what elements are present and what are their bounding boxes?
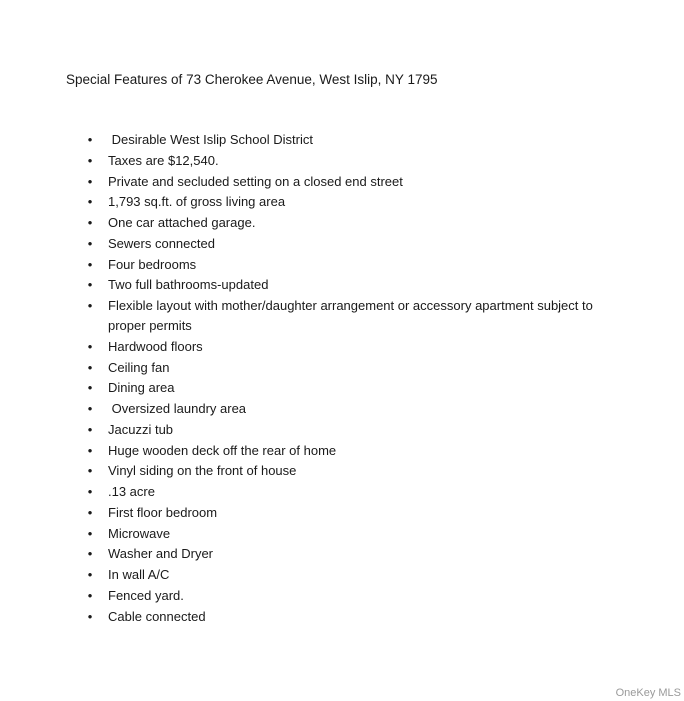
feature-text: Cable connected [108,608,206,624]
bullet-icon: • [87,421,93,437]
feature-text: Two full bathrooms-updated [108,277,269,293]
bullet-icon: • [87,525,93,541]
bullet-icon: • [87,463,93,479]
feature-text: Four bedrooms [108,256,197,272]
document-title: Special Features of 73 Cherokee Avenue, West Islip, NY 1795 [66,72,438,87]
feature-text: 1,793 sq.ft. of gross living area [108,194,286,210]
bullet-icon: • [87,152,93,168]
feature-text: Jacuzzi tub [108,421,174,437]
feature-list-item [0,358,608,378]
feature-list-item [0,192,608,212]
feature-text: Taxes are $12,540. [108,152,219,168]
feature-list-item [0,586,608,606]
bullet-icon: • [87,256,93,272]
feature-list-item [0,565,608,585]
feature-list-item [0,482,608,502]
feature-text: One car attached garage. [108,215,256,230]
bullet-icon: • [87,338,93,354]
feature-text: Flexible layout with mother/daughter arrangement or accessory apartment subject to proper permits [108,298,597,333]
feature-list [0,130,608,627]
feature-list-item [0,524,608,544]
bullet-icon: • [87,484,93,499]
feature-list-item [0,337,608,357]
feature-list-item [0,503,608,523]
feature-list-item [0,130,608,150]
feature-text: Microwave [108,525,171,541]
mls-watermark: OneKey MLS [615,687,681,699]
bullet-icon: • [87,608,93,624]
feature-text: Private and secluded setting on a closed end street [108,173,403,189]
feature-text: Dining area [108,380,175,396]
feature-list-item [0,275,608,295]
bullet-icon: • [87,277,93,293]
bullet-icon: • [87,546,93,562]
bullet-icon: • [87,132,93,147]
feature-text: Fenced yard. [108,587,184,603]
bullet-icon: • [87,215,93,230]
feature-text: Hardwood floors [108,338,203,354]
bullet-icon: • [87,442,93,458]
feature-list-item [0,151,608,171]
bullet-icon: • [87,194,93,210]
bullet-icon: • [87,504,93,520]
feature-list-item [0,378,608,398]
feature-text: In wall A/C [108,567,170,582]
feature-text: Oversized laundry area [108,401,247,416]
feature-list-item [0,234,608,254]
bullet-icon: • [87,298,93,313]
feature-list-item [0,296,608,336]
feature-list-item [0,420,608,440]
feature-list-item [0,544,608,564]
feature-text: First floor bedroom [108,504,218,520]
feature-text: Ceiling fan [108,359,170,375]
feature-list-item [0,255,608,275]
feature-text: Washer and Dryer [108,546,213,562]
feature-text: Vinyl siding on the front of house [108,463,297,479]
bullet-icon: • [87,567,93,582]
feature-list-item [0,399,608,419]
feature-text: .13 acre [108,484,155,499]
bullet-icon: • [87,380,93,396]
feature-list-item [0,441,608,461]
feature-text: Huge wooden deck off the rear of home [108,442,337,458]
bullet-icon: • [87,587,93,603]
bullet-icon: • [87,173,93,189]
feature-list-item [0,172,608,192]
feature-list-item [0,461,608,481]
bullet-icon: • [87,401,93,416]
feature-text: Sewers connected [108,235,215,251]
bullet-icon: • [87,359,93,375]
bullet-icon: • [87,235,93,251]
feature-list-item [0,213,608,233]
feature-text: Desirable West Islip School District [108,132,313,147]
feature-list-item [0,607,608,627]
